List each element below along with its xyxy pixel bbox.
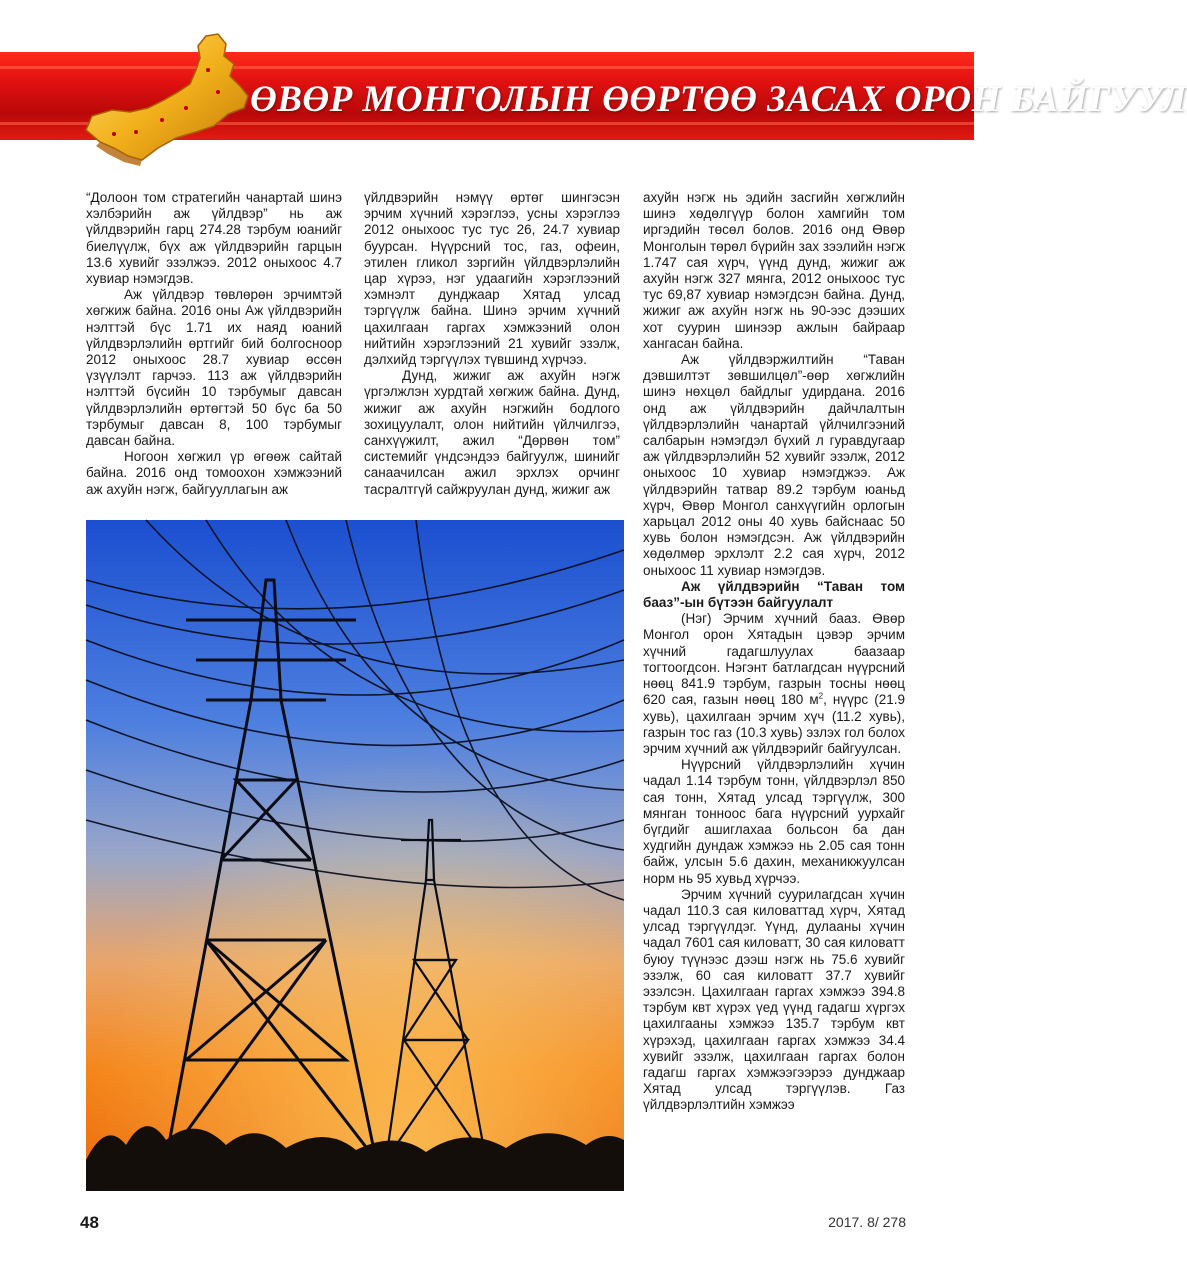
superscript: 2 — [818, 691, 824, 701]
paragraph: Ногоон хөгжил үр өгөөж сайтай байна. 2016 онд томоохон хэмжээний аж ахуйн нэгж, байгууллагын аж — [86, 449, 342, 497]
text-column-2 — [364, 190, 620, 498]
issue-number: 2017. 8/ 278 — [828, 1214, 906, 1230]
power-towers-photo — [86, 520, 624, 1191]
paragraph: Нүүрсний үйлдвэрлэлийн хүчин чадал 1.14 тэрбум тонн, үйлдвэрлэл 850 сая тонн, Хятад улсад тэргүүлж, 300 мянган тонноос бага нүүрсний уурхайг бүгдийг ашиглахаа больсон ба дан худгийн дундаж хэмжээ нь 2.05 сая тонн байж, улсын 5.6 дахин, механикжуулсан норм нь 95 хувьд хүрчээ. — [643, 757, 905, 886]
paragraph: Аж үйлдвэржилтийн “Таван дэвшилтэт зөвшилцөл”-өөр хөгжлийн шинэ нөхцөл байдлыг удирдана. 2016 онд аж үйлдвэрийн дайчлалтын үйлдвэрлэлийн чанартай үйлчилгээний салбарын нэмэгдэл бүхий л гуравдугаар аж үйлдвэрлэлийн 52 хувийг эзэлж, 2012 оныхоос 10 хувиар нэмэгджээ. Аж үйлдвэрийн татвар 89.2 тэрбум юаньд хүрч, Өвөр Монгол санхүүгийн орлогын харьцал 2012 оны 40 хувь байснаас 50 хувь болон нэмэгдсэн. Аж үйлдвэрийн хөдөлмөр эрхлэлт 2.2 сая хүрч, 2012 оныхоос 11 хувиар нэмэгдэв. — [643, 352, 905, 578]
paragraph: “Долоон том стратегийн чанартай шинэ хэлбэрийн аж үйлдвэр” нь аж үйлдвэрийн гарц 274.28 тэрбум юанийг биелүүлж, бүх аж үйлдвэрийн гарцын 13.6 хувийг эзэлжээ. 2012 оныхоос 4.7 хувиар нэмэгдэв. — [86, 190, 342, 287]
section-subheading: Аж үйлдвэрийн “Таван том бааз”-ын бүтээн байгуулалт — [643, 578, 905, 611]
page-number: 48 — [80, 1213, 99, 1232]
paragraph: Аж үйлдвэр төвлөрөн эрчимтэй хөгжиж байна. 2016 оны Аж үйлдвэрийн нэлттэй бүс 1.71 их наяд юаний үйлдвэрлэлийн өртгийг бий болгосноор 2012 оныхоос 28.7 хувиар өссөн үзүүлэлт гарчээ. 113 аж үйлдвэрийн нэлттэй бүсийн 10 тэрбумыг давсан үйлдвэрлэлийн өртөгтэй 50 бүс ба 50 тэрбумыг давсан 8, 100 тэрбумыг давсан байна. — [86, 287, 342, 449]
text-column-3 — [643, 190, 905, 1114]
paragraph-text: (Нэг) Эрчим хүчний бааз. Өвөр Монгол орон Хятадын цэвэр эрчим хүчний гадагшлуулах баазаар тогтоогдсон. Нэгэнт батлагдсан нүүрсний нөөц 841.9 тэрбум, газрын тосны нөөц 620 сая, газын нөөц 180 м — [643, 611, 905, 708]
paragraph: Эрчим хүчний суурилагдсан хүчин чадал 110.3 сая киловаттад хүрч, Хятад улсад тэргүүлдэг. Үүнд, дулааны хүчин чадал 7601 сая киловатт, 30 сая киловатт буюу түүнээс дээш нэгж нь 75.6 хувийг эзэлж, 60 сая киловатт 37.7 хувийг эзэлсэн. Цахилгаан гаргах хэмжээ 394.8 тэрбум квт хүрэх үед үүнд гадагш хүргэх цахилгааны хэмжээ 135.7 тэрбум квт хүрэхэд, цахилгаан гаргах хэмжээ 34.4 хувийг эзэлж, цахилгаан гаргах болон гадагш гаргах хэмжээгээрээ дунджаар Хятад улсад тэргүүлэв. Газ үйлдвэрлэлтийн хэмжээ — [643, 886, 905, 1113]
paragraph — [643, 611, 905, 757]
paragraph: үйлдвэрийн нэмүү өртөг шингэсэн эрчим хүчний хэрэглээ, усны хэрэглээ 2012 оныхоос тус тус 26, 24.7 хувиар буурсан. Нүүрсний тос, газ, офеин, этилен гликол зэргийн үйлдвэрлэлийн цар хүрээ, нэг удаагийн хэрэглээний хэмнэлт дунджаар Хятад улсад тэргүүлж байна. Шинэ эрчим хүчний цахилгаан гаргах хэмжээний олон нийтийн хэрэглээний 21 хувийг эзэлж, дэлхийд тэргүүлэх түвшинд хүрчээ. — [364, 190, 620, 368]
paragraph: Дунд, жижиг аж ахуйн нэгж үргэлжлэн хурдтай хөгжиж байна. Дунд, жижиг аж ахуйн нэгжийн бодлого зохицуулалт, олон нийтийн үйлчилгээ, санхүүжилт, ажил “Дөрвөн том” системийг үндсэндээ байгуулж, шинийг санаачилсан ажил эрхлэх орчинг тасралтгүй сайжруулан дунд, жижиг аж — [364, 368, 620, 497]
header-title: ӨВӨР МОНГОЛЫН ӨӨРТӨӨ ЗАСАХ ОРОН БАЙГУУЛ — [250, 79, 1187, 120]
inner-mongolia-map-icon — [78, 30, 278, 165]
text-column-1 — [86, 190, 342, 498]
paragraph-text: , нүүрс (21.9 хувь), цахилгаан эрчим хүч (11.2 хувь), газрын тос газ (10.3 хувь) эзлэх гол болох эрчим хүчний аж үйлдвэрийг байгуулсан. — [643, 692, 905, 756]
paragraph: ахуйн нэгж нь эдийн засгийн хөгжлийн шинэ хөдөлгүүр болон хамгийн том иргэдийн төсөл болов. 2016 онд Өвөр Монголын төрөл бүрийн зах зээлийн нэгж 1.747 сая хүрч, үүнд дунд, жижиг аж ахуйн нэгж 327 мянга, 2012 оныхоос тус тус 69,87 хувиар нэмэгдсэн байна. Дунд, жижиг аж ахуйн нэгж нь 90-ээс дээших хот суурин шинээр ажлын байраар хангасан байна. — [643, 190, 905, 351]
